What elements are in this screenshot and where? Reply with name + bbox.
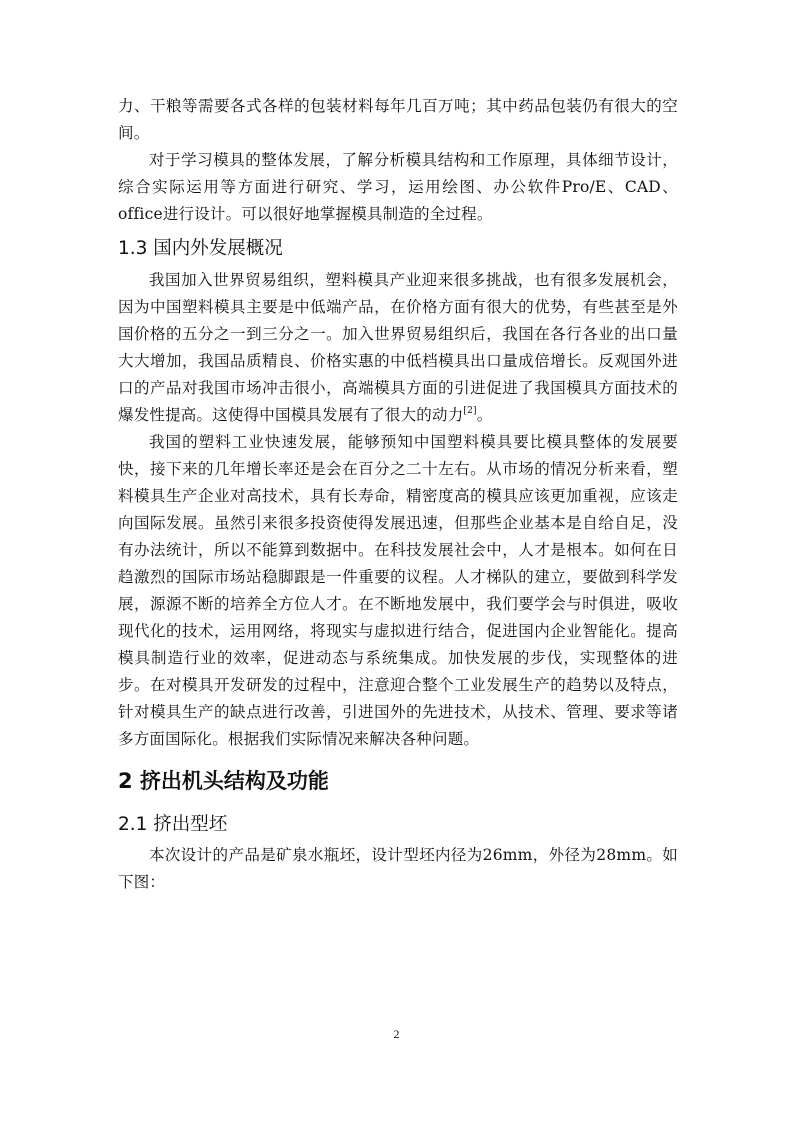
paragraph-product-design: 本次设计的产品是矿泉水瓶坯，设计型坯内径为26mm，外径为28mm。如下图： — [118, 846, 678, 891]
paragraph-wto-impact — [118, 267, 678, 429]
section-heading-1-3: 1.3 国内外发展概况 — [118, 238, 283, 259]
chapter-heading-2: 2 挤出机头结构及功能 — [118, 769, 329, 793]
page-number: 2 — [393, 1027, 400, 1041]
paragraph-continuation: 力、干粮等需要各式各样的包装材料每年几百万吨；其中药品包装仍有很大的空间。 — [118, 97, 678, 142]
citation-ref: [2] — [463, 406, 477, 416]
section-heading-2-1: 2.1 挤出型坯 — [118, 814, 228, 835]
page-content — [118, 93, 678, 896]
paragraph-study-purpose: 对于学习模具的整体发展，了解分析模具结构和工作原理，具体细节设计，综合实际运用等方面进行研究、学习，运用绘图、办公软件Pro/E、CAD、office进行设计。可以很好地掌握模具制造的全过程。 — [118, 151, 678, 223]
paragraph-wto-impact-text: 我国加入世界贸易组织，塑料模具产业迎来很多挑战，也有很多发展机会，因为中国塑料模具主要是中低端产品，在价格方面有很大的优势，有些甚至是外国价格的五分之一到三分之一。加入世界贸易组织后，我国在各行各业的出口量大大增加，我国品质精良、价格实惠的中低档模具出口量成倍增长。反观国外进口的产品对我国市场冲击很小，高端模具方面的引进促进了我国模具方面技术的爆发性提高。这使得中国模具发展有了很大的动力 — [118, 271, 678, 424]
paragraph-wto-impact-end: 。 — [476, 406, 493, 424]
paragraph-industry-development: 我国的塑料工业快速发展，能够预知中国塑料模具要比模具整体的发展要快，接下来的几年增长率还是会在百分之二十左右。从市场的情况分析来看，塑料模具生产企业对高技术，具有长寿命，精密度高的模具应该更加重视，应该走向国际发展。虽然引来很多投资使得发展迅速，但那些企业基本是自给自足，没有办法统计，所以不能算到数据中。在科技发展社会中，人才是根本。如何在日趋激烈的国际市场站稳脚跟是一件重要的议程。人才梯队的建立，要做到科学发展，源源不断的培养全方位人才。在不断地发展中，我们要学会与时俱进，吸收现代化的技术，运用网络，将现实与虚拟进行结合，促进国内企业智能化。提高模具制造行业的效率，促进动态与系统集成。加快发展的步伐，实现整体的进步。在对模具开发研发的过程中，注意迎合整个工业发展生产的趋势以及特点，针对模具生产的缺点进行改善，引进国外的先进技术，从技术、管理、要求等诸多方面国际化。根据我们实际情况来解决各种问题。 — [118, 433, 678, 748]
